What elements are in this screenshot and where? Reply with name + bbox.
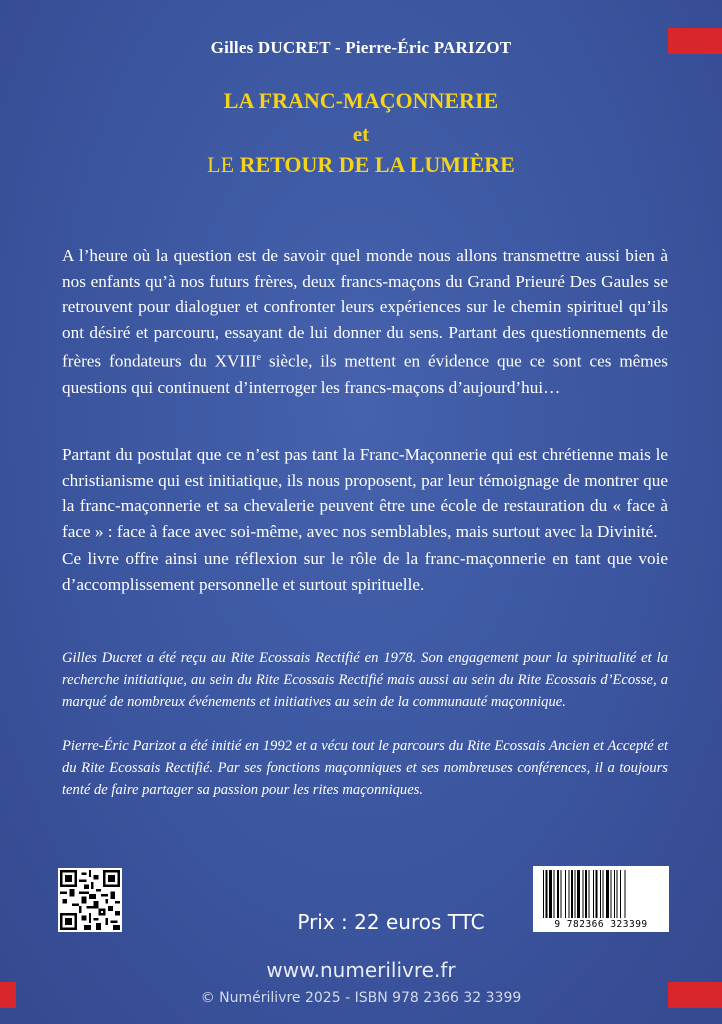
bio-pierre-eric-parizot: Pierre-Éric Parizot a été initié en 1992 et a vécu tout le parcours du Rite Ecossais Ancien et Accepté et du Rite Ecossais Rectifié. Par ses fonctions maçonniques et ses nombreuses conférences, il a toujours tenté de faire partager sa passion pour les rites maçonniques.	[62, 738, 668, 798]
barcode-number: 9 782366 323399	[554, 919, 648, 930]
authors: Gilles DUCRET - Pierre-Éric PARIZOT	[210, 38, 512, 57]
title-line-1: LA FRANC-MAÇONNERIE	[223, 88, 499, 113]
blurb-paragraph-1-start: A l’heure où la question est de savoir quel monde nous allons transmettre aussi bien à nos enfants qu’à nos futurs frères, deux francs-maçons du Grand Prieuré Des Gaules se retrouvent pour dialoguer et confronter leurs expériences sur le chemin spirituel qu’ils ont désiré et parcouru, essayant de lui donner du sens. Partant des questionnements de frères fondateurs du XVIII	[62, 246, 668, 372]
title-line-3-main: RETOUR DE LA LUMIÈRE	[239, 152, 515, 177]
price	[0, 910, 722, 934]
price-text: Prix : 22 euros TTC	[297, 910, 485, 934]
title-line-3	[0, 152, 722, 178]
blurb-paragraph-1	[62, 243, 668, 400]
copyright-isbn: © Numérilivre 2025 - ISBN 978 2366 32 3399	[200, 990, 522, 1006]
blurb-paragraph-3: Ce livre offre ainsi une réflexion sur le rôle de la franc-maçonnerie en tant que voie d’accomplissement personnelle et surtout spirituelle.	[62, 549, 668, 594]
blurb-paragraph-1-end: siècle, ils mettent en évidence que ce sont ces mêmes questions qui continuent d’interroger les francs-maçons d’aujourd’hui…	[62, 352, 668, 397]
bio-gilles-ducret: Gilles Ducret a été reçu au Rite Ecossais Rectifié en 1978. Son engagement pour la spiritualité et la recherche initiatique, au sein du Rite Ecossais Rectifié mais aussi au sein du Rite Ecossais d’Ecosse, a marqué de nombreux événements et initiatives au sein de la communauté maçonnique.	[62, 650, 668, 710]
century-superscript: e	[256, 352, 262, 364]
title-line-2: et	[352, 122, 370, 146]
title-line-3-article: LE	[207, 152, 235, 177]
website-url[interactable]: www.numerilivre.fr	[266, 958, 456, 982]
blurb-paragraph-2: Partant du postulat que ce n’est pas tant la Franc-Maçonnerie qui est chrétienne mais le christianisme qui est initiatique, ils nous proposent, par leur témoignage de montrer que la franc-maçonnerie et sa chevalerie peuvent être une école de restauration du « face à face » : face à face avec soi-même, avec nos semblables, mais surtout avec la Divinité.	[62, 445, 668, 541]
